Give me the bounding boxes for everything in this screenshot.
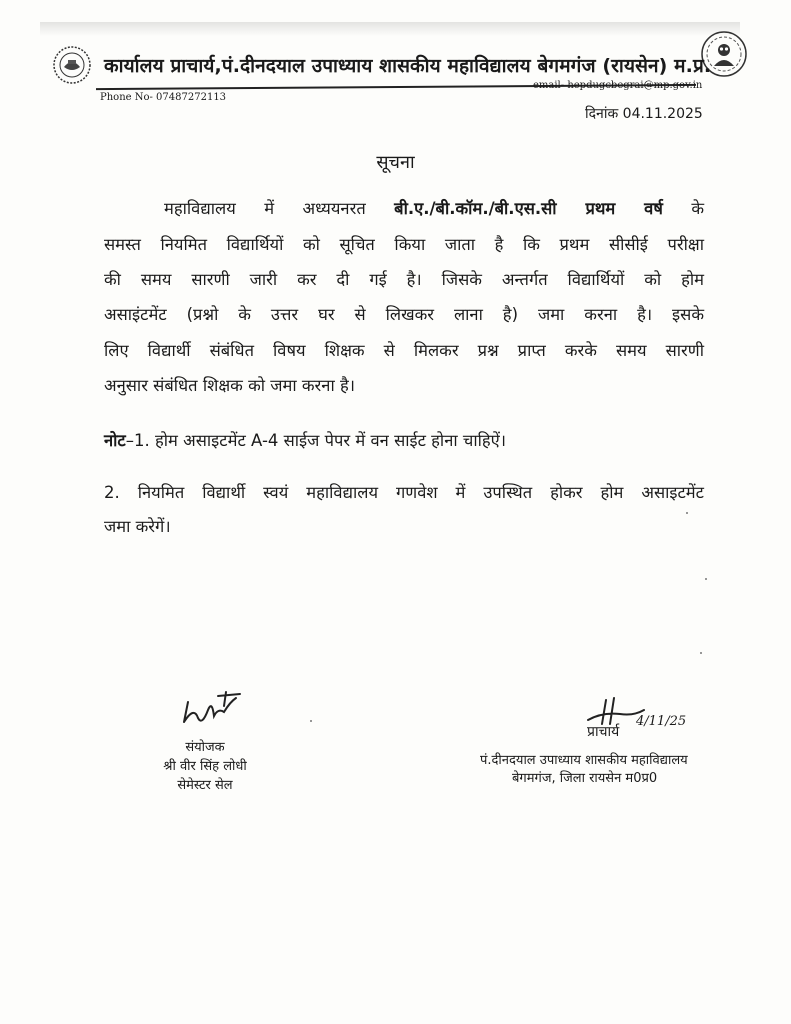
- principal-college: पं.दीनदयाल उपाध्याय शासकीय महाविद्यालय: [480, 753, 688, 768]
- paragraph-line-5: लिए विद्यार्थी संबंधित विषय शिक्षक से मिलकर प्रश्न प्राप्त करके समय सारणी: [104, 341, 704, 360]
- coordinator-signature-icon: [178, 688, 250, 734]
- coordinator-role: संयोजक: [185, 740, 225, 755]
- paragraph-line-4: असाइंटमेंट (प्रश्नो के उत्तर घर से लिखकर लाना है) जमा करना है। इसके: [104, 305, 704, 324]
- notice-heading: सूचना: [376, 152, 415, 173]
- coordinator-cell: सेमेस्टर सेल: [177, 778, 233, 793]
- coordinator-name: श्री वीर सिंह लोधी: [163, 759, 247, 774]
- note-label: नोट: [104, 431, 126, 450]
- paragraph-line-1: [104, 196, 704, 219]
- note-1: [104, 428, 506, 451]
- note-2-line-1: 2. नियमित विद्यार्थी स्वयं महाविद्यालय गणवेश में उपस्थित होकर होम असाइटमेंट: [104, 483, 704, 502]
- paragraph-line-3: की समय सारणी जारी कर दी गई है। जिसके अन्तर्गत विद्यार्थियों को होम: [104, 270, 704, 289]
- scan-speck: [705, 578, 707, 580]
- office-title: कार्यालय प्राचार्य,पं.दीनदयाल उपाध्याय शासकीय महाविद्यालय बेगमगंज (रायसेन) म.प्र.: [104, 55, 712, 77]
- notice-date: दिनांक 04.11.2025: [585, 106, 703, 122]
- principal-role: प्राचार्य: [587, 724, 620, 740]
- scan-speck: [686, 512, 688, 514]
- scan-shadow: [40, 22, 740, 36]
- paragraph-line-2: समस्त नियमित विद्यार्थियों को सूचित किया जाता है कि प्रथम सीसीई परीक्षा: [104, 235, 704, 254]
- course-names: बी.ए./बी.कॉम./बी.एस.सी प्रथम वर्ष: [394, 199, 663, 218]
- scan-speck: [700, 652, 702, 654]
- principal-place: बेगमगंज, जिला रायसेन म0प्र0: [512, 771, 658, 786]
- college-emblem-icon: [52, 45, 92, 85]
- scan-speck: [310, 720, 312, 722]
- note-1-text: –1. होम असाइटमेंट A-4 साईज पेपर में वन साईट होना चाहिऐं।: [125, 431, 507, 450]
- handwritten-date: 4/11/25: [636, 714, 687, 729]
- note-2-line-2: जमा करेगें।: [104, 517, 171, 536]
- phone-number: Phone No- 07487272113: [100, 92, 227, 103]
- paragraph-line-6: अनुसार संबंधित शिक्षक को जमा करना है।: [104, 376, 356, 395]
- paragraph-intro: महाविद्यालय में अध्ययनरत: [164, 199, 366, 218]
- email-address: email- hepdugcbegrai@mp.gov.in: [533, 80, 703, 91]
- paragraph-connector: के: [691, 199, 704, 218]
